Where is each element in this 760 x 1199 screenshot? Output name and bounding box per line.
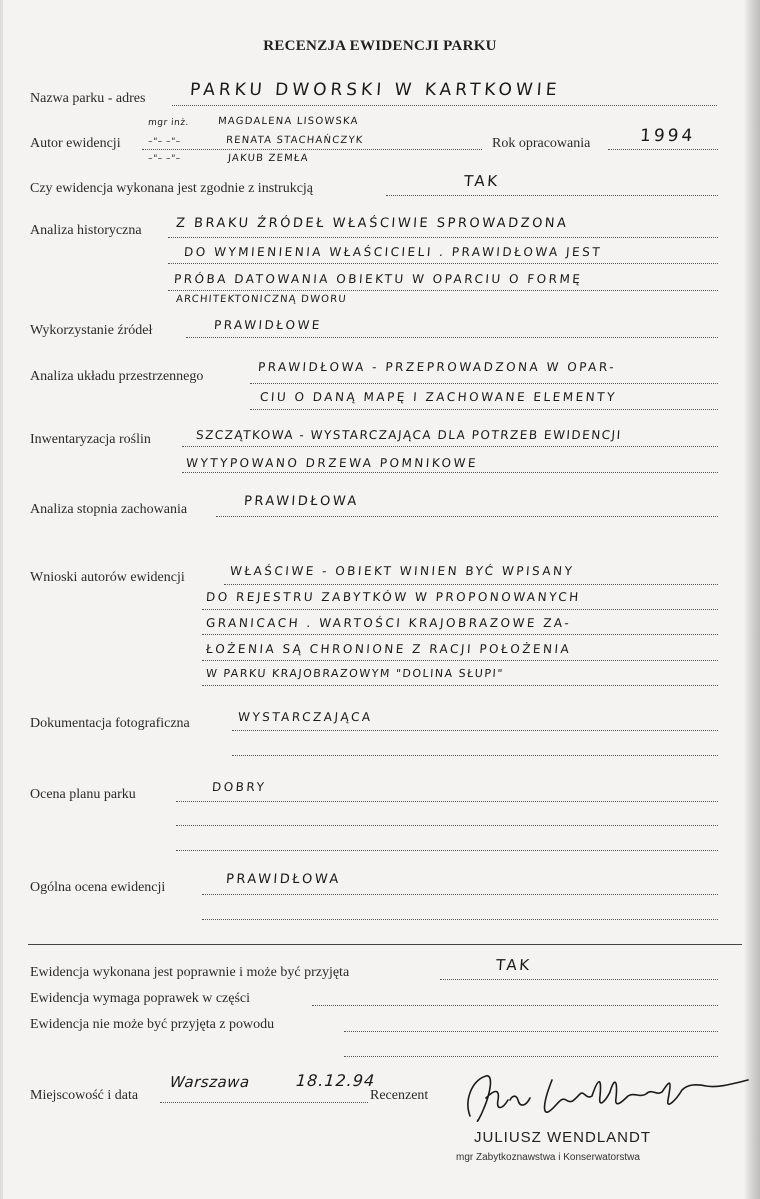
dots-history-2: [168, 263, 718, 264]
hw-history-2: DO WYMIENIENIA WŁAŚCICIELI . PRAWIDŁOWA JEST: [183, 245, 603, 259]
hw-plants-1: SZCZĄTKOWA - WYSTARCZAJĄCA DLA POTRZEB EWIDENCJI: [195, 428, 623, 442]
label-layout: Analiza układu przestrzennego: [30, 369, 204, 384]
reviewer-title: mgr Zabytkoznawstwa i Konserwatorstwa: [456, 1152, 640, 1163]
dots-overall-1: [202, 894, 718, 895]
dots-accepted: [440, 979, 718, 980]
hw-overall: PRAWIDŁOWA: [225, 872, 342, 887]
hw-layout-1: PRAWIDŁOWA - PRZEPROWADZONA W OPAR-: [257, 360, 617, 374]
dots-plants-1: [182, 446, 718, 447]
page-left-edge: [0, 0, 3, 1199]
dots-partial: [312, 1005, 718, 1006]
hw-conclusions-4: ŁOŻENIA SĄ CHRONIONE Z RACJI POŁOŻENIA: [205, 642, 572, 656]
hw-place: Warszawa: [169, 1073, 251, 1091]
dots-conclusions-3: [202, 634, 718, 635]
dots-conclusions-5: [202, 685, 718, 686]
label-year: Rok opracowania: [492, 136, 591, 151]
hw-plants-2: WYTYPOWANO DRZEWA POMNIKOWE: [185, 456, 479, 470]
hw-conclusions-2: DO REJESTRU ZABYTKÓW W PROPONOWANYCH: [205, 590, 582, 604]
dots-conclusions-4: [202, 660, 718, 661]
page-right-edge: [744, 0, 760, 1199]
label-overall: Ogólna ocena ewidencji: [30, 880, 166, 895]
dots-overall-2: [202, 919, 718, 920]
dots-instruction: [386, 195, 718, 196]
dots-author: [142, 149, 482, 150]
hw-plan: DOBRY: [211, 780, 267, 794]
dots-conclusions-2: [202, 609, 718, 610]
label-partial: Ewidencja wymaga poprawek w części: [30, 991, 251, 1006]
dots-sources: [186, 337, 718, 338]
label-photo: Dokumentacja fotograficzna: [30, 716, 190, 731]
hw-history-3: PRÓBA DATOWANIA OBIEKTU W OPARCIU O FORMĘ: [173, 272, 583, 286]
hw-conclusions-3: GRANICACH . WARTOŚCI KRAJOBRAZOWE ZA-: [205, 616, 572, 630]
hw-sources: PRAWIDŁOWE: [213, 318, 323, 332]
dots-plan-3: [176, 850, 718, 851]
label-sources: Wykorzystanie źródeł: [30, 323, 153, 338]
dots-layout-2: [250, 409, 718, 410]
reviewer-name: JULIUSZ WENDLANDT: [474, 1129, 652, 1146]
hw-author-1: MAGDALENA LISOWSKA: [217, 116, 359, 127]
hw-history-4: ARCHITEKTONICZNĄ DWORU: [175, 294, 348, 305]
dots-rejected-1: [344, 1031, 718, 1032]
dots-preservation: [216, 516, 718, 517]
label-plan: Ocena planu parku: [30, 787, 136, 802]
reviewer-signature: [456, 1070, 756, 1126]
hw-author-3: JAKUB ZEMŁA: [227, 153, 310, 164]
dots-year: [608, 149, 718, 150]
dots-name: [172, 105, 717, 106]
hw-instruction: TAK: [463, 172, 501, 190]
hw-author-2: RENATA STACHAŃCZYK: [225, 135, 364, 146]
label-preservation: Analiza stopnia zachowania: [30, 502, 188, 517]
dots-place-date: [160, 1102, 368, 1103]
label-accepted: Ewidencja wykonana jest poprawnie i może być przyjęta: [30, 965, 350, 980]
hw-author-prefix-2: –"– –"–: [147, 137, 181, 147]
hw-conclusions-5: W PARKU KRAJOBRAZOWYM "DOLINA SŁUPI": [205, 667, 505, 680]
dots-photo-1: [232, 730, 718, 731]
dots-plan-2: [176, 825, 718, 826]
label-author: Autor ewidencji: [30, 136, 121, 151]
dots-plan-1: [176, 801, 718, 802]
dots-layout-1: [250, 383, 718, 384]
dots-history-1: [168, 237, 718, 238]
label-place-date: Miejscowość i data: [30, 1088, 139, 1103]
hw-year: 1994: [639, 126, 696, 146]
label-rejected: Ewidencja nie może być przyjęta z powodu: [30, 1017, 275, 1032]
label-instruction: Czy ewidencja wykonana jest zgodnie z instrukcją: [30, 181, 314, 196]
hw-author-prefix-1: mgr inż.: [147, 118, 190, 128]
label-name: Nazwa parku - adres: [30, 91, 146, 106]
hw-preservation: PRAWIDŁOWA: [243, 494, 360, 509]
section-divider: [28, 944, 742, 945]
hw-photo: WYSTARCZAJĄCA: [237, 710, 374, 724]
dots-rejected-2: [344, 1056, 718, 1057]
label-reviewer: Recenzent: [370, 1088, 429, 1103]
label-plants: Inwentaryzacja roślin: [30, 432, 151, 447]
hw-date: 18.12.94: [295, 1071, 376, 1090]
hw-history-1: Z BRAKU ŹRÓDEŁ WŁAŚCIWIE SPROWADZONA: [175, 216, 569, 231]
hw-accepted: TAK: [495, 956, 533, 974]
hw-conclusions-1: WŁAŚCIWE - OBIEKT WINIEN BYĆ WPISANY: [229, 564, 575, 578]
hw-author-prefix-3: –"– –"–: [147, 154, 181, 164]
label-conclusions: Wnioski autorów ewidencji: [30, 570, 185, 585]
form-title: RECENZJA EWIDENCJI PARKU: [263, 38, 497, 54]
dots-plants-2: [182, 472, 718, 473]
dots-conclusions-1: [224, 584, 718, 585]
dots-history-3: [168, 290, 718, 291]
label-history: Analiza historyczna: [30, 223, 142, 238]
hw-name: PARKU DWORSKI W KARTKOWIE: [189, 80, 562, 100]
hw-layout-2: CIU O DANĄ MAPĘ I ZACHOWANE ELEMENTY: [259, 390, 618, 404]
dots-photo-2: [232, 755, 718, 756]
